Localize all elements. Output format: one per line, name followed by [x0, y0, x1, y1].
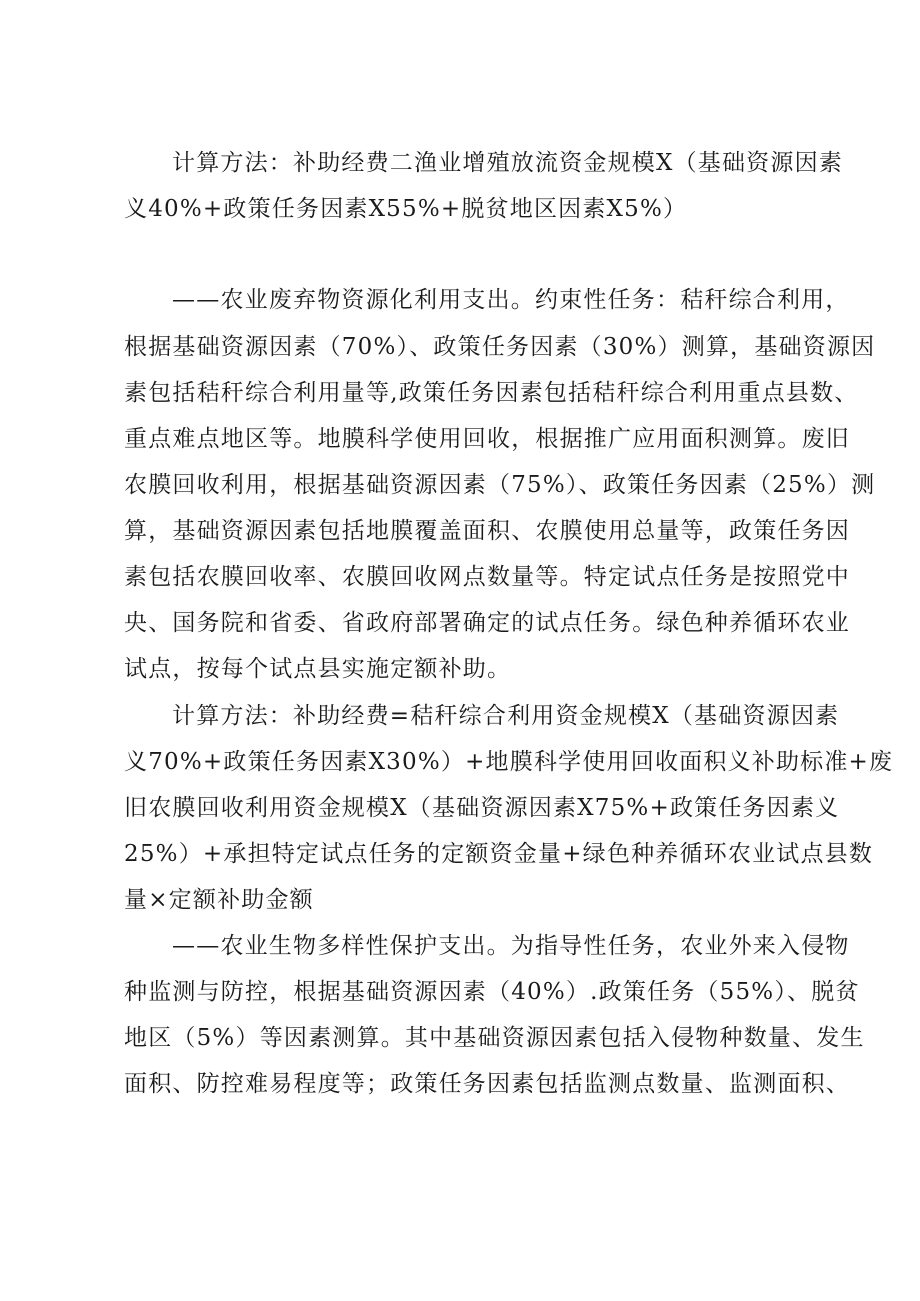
text-line: 算，基础资源因素包括地膜覆盖面积、农膜使用总量等，政策任务因 [124, 518, 850, 544]
text-line: 素包括秸秆综合利用量等,政策任务因素包括秸秆综合利用重点县数、 [124, 380, 859, 406]
text-line: 旧农膜回收利用资金规模X（基础资源因素X75%+政策任务因素义 [124, 795, 840, 821]
text-line: ——农业废弃物资源化利用支出。约束性任务：秸秆综合利用， [172, 287, 850, 313]
text-line: 面积、防控难易程度等；政策任务因素包括监测点数量、监测面积、 [124, 1071, 850, 1097]
text-line: ——农业生物多样性保护支出。为指导性任务，农业外来入侵物 [172, 933, 850, 959]
text-line: 计算方法：补助经费=秸秆综合利用资金规模X（基础资源因素 [172, 703, 840, 729]
text-line: 计算方法：补助经费二渔业增殖放流资金规模X（基础资源因素 [172, 150, 843, 176]
text-line: 农膜回收利用，根据基础资源因素（75%）、政策任务因素（25%）测 [124, 472, 876, 498]
text-line: 量×定额补助金额 [124, 887, 314, 913]
text-line: 25%）+承担特定试点任务的定额资金量+绿色种养循环农业试点县数 [124, 841, 874, 867]
text-line: 重点难点地区等。地膜科学使用回收，根据推广应用面积测算。废旧 [124, 426, 850, 452]
text-line: 试点，按每个试点县实施定额补助。 [124, 656, 512, 682]
text-line: 义70%+政策任务因素X30%）+地膜科学使用回收面积义补助标准+废 [124, 749, 894, 775]
text-line: 央、国务院和省委、省政府部署确定的试点任务。绿色种养循环农业 [124, 610, 850, 636]
text-line: 地区（5%）等因素测算。其中基础资源因素包括入侵物种数量、发生 [124, 1025, 865, 1051]
text-line: 义40%+政策任务因素X55%+脱贫地区因素X5%） [124, 196, 688, 222]
text-line: 种监测与防控，根据基础资源因素（40%）.政策任务（55%）、脱贫 [124, 979, 860, 1005]
text-line: 根据基础资源因素（70%）、政策任务因素（30%）测算，基础资源因 [124, 334, 876, 360]
text-line: 素包括农膜回收率、农膜回收网点数量等。特定试点任务是按照党中 [124, 564, 850, 590]
